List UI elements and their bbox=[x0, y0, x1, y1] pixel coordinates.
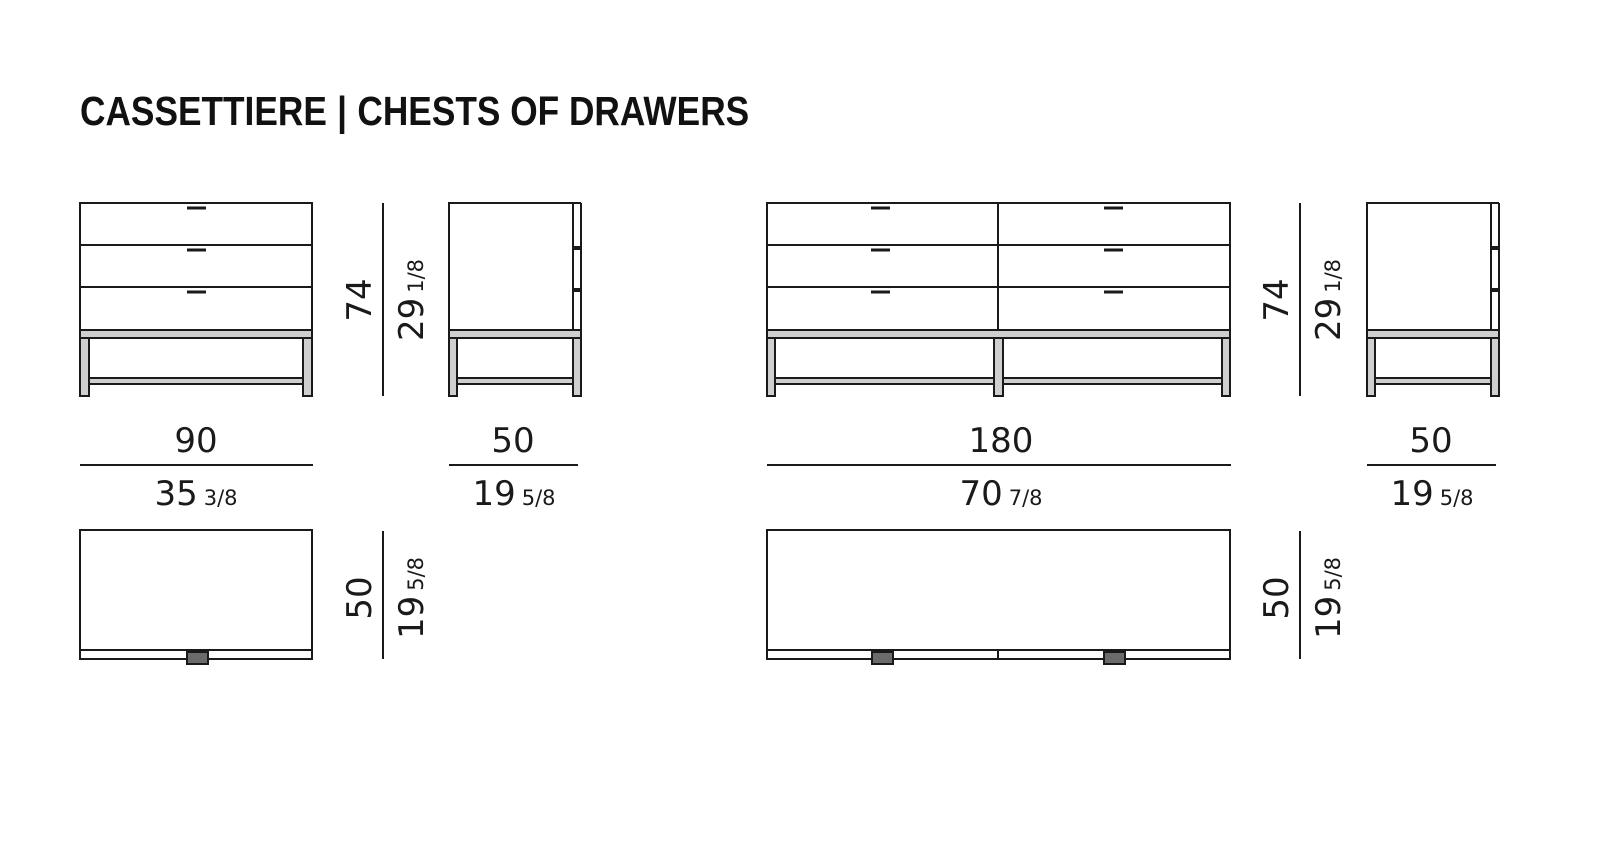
title-italian: CASSETTIERE bbox=[80, 88, 327, 134]
large-plan-depth-cm: 50 bbox=[1257, 576, 1297, 620]
small-plan-depth-in: 195/8 bbox=[392, 556, 432, 640]
large-chest-plan-view bbox=[767, 530, 1230, 664]
small-chest-plan-view bbox=[80, 530, 312, 664]
small-height-in: 291/8 bbox=[392, 258, 432, 342]
metal-frame-base bbox=[767, 330, 1230, 396]
metal-frame-base bbox=[80, 330, 312, 396]
small-height-cm: 74 bbox=[340, 278, 380, 322]
title-separator: | bbox=[337, 88, 348, 134]
small-depth-in: 19 5/8 bbox=[472, 474, 556, 514]
small-width-cm: 90 bbox=[174, 421, 218, 461]
small-chest-front-view bbox=[80, 203, 312, 396]
large-width-cm: 180 bbox=[968, 421, 1034, 461]
large-height-cm: 74 bbox=[1257, 278, 1297, 322]
small-depth-cm: 50 bbox=[491, 421, 535, 461]
large-height-in: 291/8 bbox=[1309, 258, 1349, 342]
small-plan-depth-cm: 50 bbox=[340, 576, 380, 620]
large-width-in: 70 7/8 bbox=[959, 474, 1043, 514]
large-plan-depth-in: 195/8 bbox=[1309, 556, 1349, 640]
title-english: CHESTS OF DRAWERS bbox=[357, 88, 750, 134]
large-depth-cm: 50 bbox=[1409, 421, 1453, 461]
large-chest-side-view bbox=[1367, 203, 1500, 396]
small-chest-side-view bbox=[449, 203, 582, 396]
small-width-in: 35 3/8 bbox=[154, 474, 238, 514]
large-depth-in: 19 5/8 bbox=[1390, 474, 1474, 514]
large-chest-front-view bbox=[767, 203, 1230, 396]
